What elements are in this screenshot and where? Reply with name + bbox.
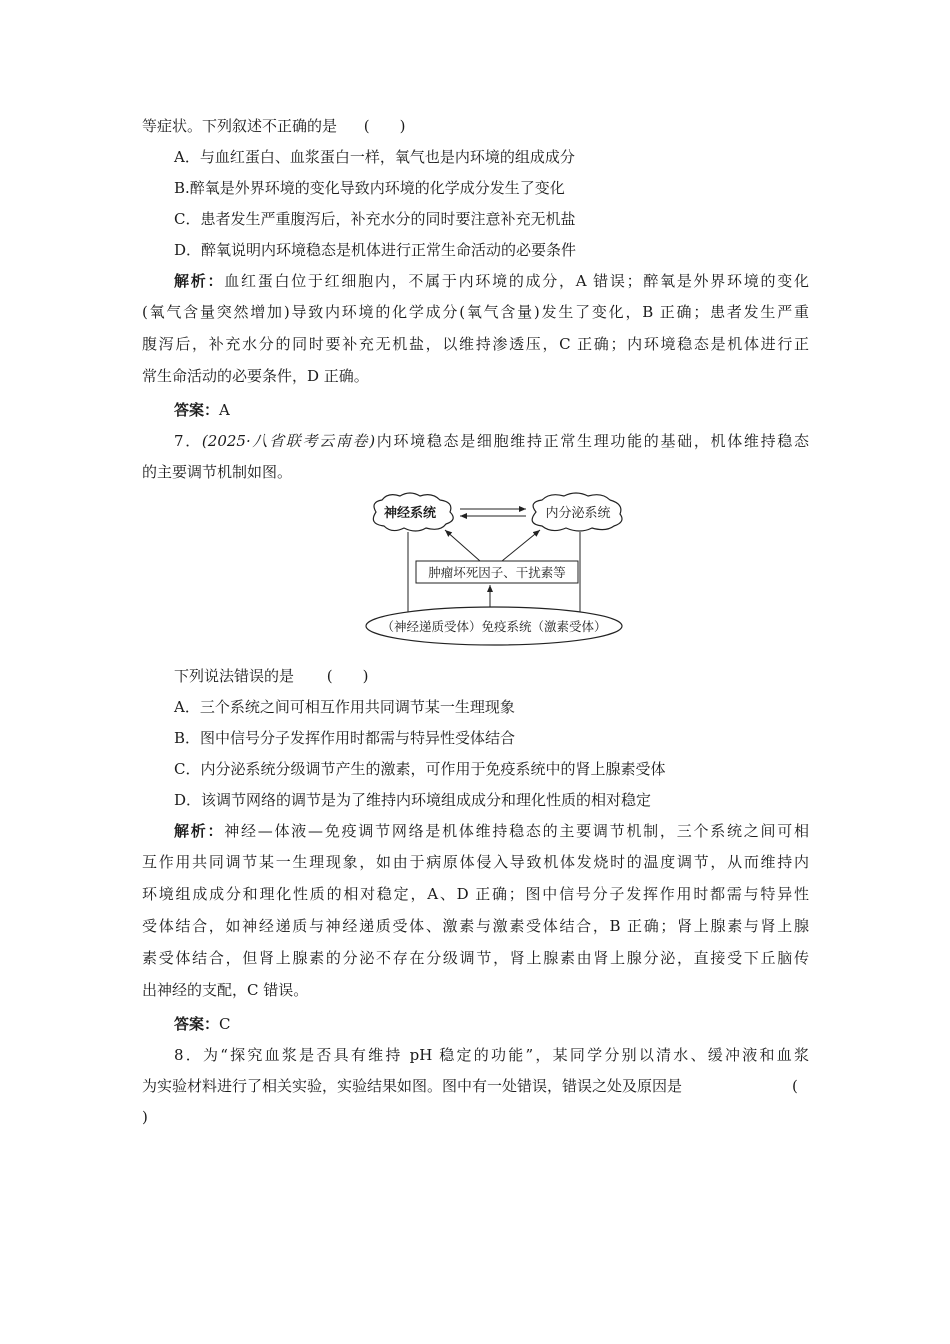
- q7-analysis-line-2: 互作用共同调节某一生理现象，如由于病原体侵入导致机体发烧时的温度调节，从而维持内: [142, 853, 809, 871]
- q7-stem-line-2: 的主要调节机制如图。: [142, 463, 293, 481]
- q7-option-c: C．内分泌系统分级调节产生的激素，可作用于免疫系统中的肾上腺素受体: [174, 760, 666, 778]
- q7-number: 7．: [174, 432, 202, 450]
- q6-option-d: D．醉氧说明内环境稳态是机体进行正常生命活动的必要条件: [174, 241, 577, 259]
- q7-source: (2025·八省联考云南卷): [201, 432, 376, 450]
- q7-stem-text: 内环境稳态是细胞维持正常生理功能的基础，机体维持稳态: [375, 432, 809, 450]
- q6-answer: [174, 400, 230, 420]
- q7-option-b: B．图中信号分子发挥作用时都需与特异性受体结合: [174, 729, 516, 747]
- q6-option-a: A．与血红蛋白、血浆蛋白一样，氧气也是内环境的组成成分: [174, 148, 575, 166]
- q6-stem: [142, 116, 406, 136]
- q7-answer-label: 答案：: [174, 1015, 220, 1033]
- immune-system-label: （神经递质受体）免疫系统（激素受体）: [381, 619, 607, 634]
- cytokines-node: [416, 561, 578, 583]
- q7-analysis-label: 解析：: [174, 822, 225, 840]
- q7-question: [174, 666, 369, 686]
- nervous-system-node: [373, 493, 453, 531]
- q7-answer-paren: ( ): [326, 667, 369, 685]
- q6-answer-paren: ( ): [363, 117, 406, 135]
- q6-analysis-text-1: 血红蛋白位于红细胞内，不属于内环境的成分，A 错误；醉氧是外界环境的变化: [224, 272, 809, 290]
- q7-analysis-line-6: 出神经的支配，C 错误。: [142, 981, 309, 999]
- q7-answer-value: C: [219, 1015, 231, 1033]
- q7-question-text: 下列说法错误的是: [174, 667, 295, 685]
- q6-analysis-line-1: [174, 271, 809, 291]
- q7-analysis-line-4: 受体结合，如神经递质与神经递质受体、激素与激素受体结合，B 正确；肾上腺素与肾上腺: [142, 917, 809, 935]
- q7-option-d: D．该调节网络的调节是为了维持内环境组成成分和理化性质的相对稳定: [174, 791, 652, 809]
- q7-analysis-line-1: [174, 821, 809, 841]
- q6-option-c: C．患者发生严重腹泻后，补充水分的同时要注意补充无机盐: [174, 210, 576, 228]
- q6-analysis-label: 解析：: [174, 272, 225, 290]
- q6-analysis-line-3: 腹泻后，补充水分的同时要补充无机盐，以维持渗透压，C 正确；内环境稳态是机体进行正: [142, 335, 809, 353]
- q6-answer-value: A: [219, 401, 230, 419]
- nervous-system-label: 神经系统: [383, 506, 437, 521]
- q6-analysis-line-2: (氧气含量突然增加)导致内环境的化学成分(氧气含量)发生了变化，B 正确；患者发生严重: [142, 303, 809, 321]
- q7-answer: [174, 1014, 231, 1034]
- immune-system-node: [366, 607, 622, 645]
- q7-analysis-line-5: 素受体结合，但肾上腺素的分泌不存在分级调节，肾上腺素由肾上腺分泌，直接受下丘脑传: [142, 949, 809, 967]
- cytokines-label: 肿瘤坏死因子、干扰素等: [428, 565, 566, 580]
- regulation-diagram: [360, 490, 630, 660]
- arrow-factors-to-nervous: [445, 530, 480, 561]
- q6-answer-label: 答案：: [174, 401, 220, 419]
- q7-option-a: A．三个系统之间可相互作用共同调节某一生理现象: [174, 698, 515, 716]
- endocrine-system-node: [532, 493, 622, 531]
- q6-stem-text: 等症状。下列叙述不正确的是: [142, 117, 338, 135]
- arrow-factors-to-endocrine: [502, 530, 540, 561]
- q7-analysis-line-3: 环境组成成分和理化性质的相对稳定，A、D 正确；图中信号分子发挥作用时都需与特异性: [142, 885, 809, 903]
- q7-analysis-text-1: 神经—体液—免疫调节网络是机体维持稳态的主要调节机制，三个系统之间可相: [224, 822, 809, 840]
- q8-stem-line-1: 8．为“探究血浆是否具有维持 pH 稳定的功能”，某同学分别以清水、缓冲液和血浆: [174, 1046, 809, 1064]
- q8-paren-close: ): [142, 1108, 148, 1126]
- q8-paren-open: (: [792, 1077, 798, 1095]
- q7-stem-line-1: [174, 431, 809, 451]
- endocrine-system-label: 内分泌系统: [545, 506, 611, 521]
- q6-analysis-line-4: 常生命活动的必要条件，D 正确。: [142, 367, 369, 385]
- q8-stem-line-2: 为实验材料进行了相关实验，实验结果如图。图中有一处错误，错误之处及原因是: [142, 1077, 683, 1095]
- q6-option-b: B.醉氧是外界环境的变化导致内环境的化学成分发生了变化: [174, 179, 565, 197]
